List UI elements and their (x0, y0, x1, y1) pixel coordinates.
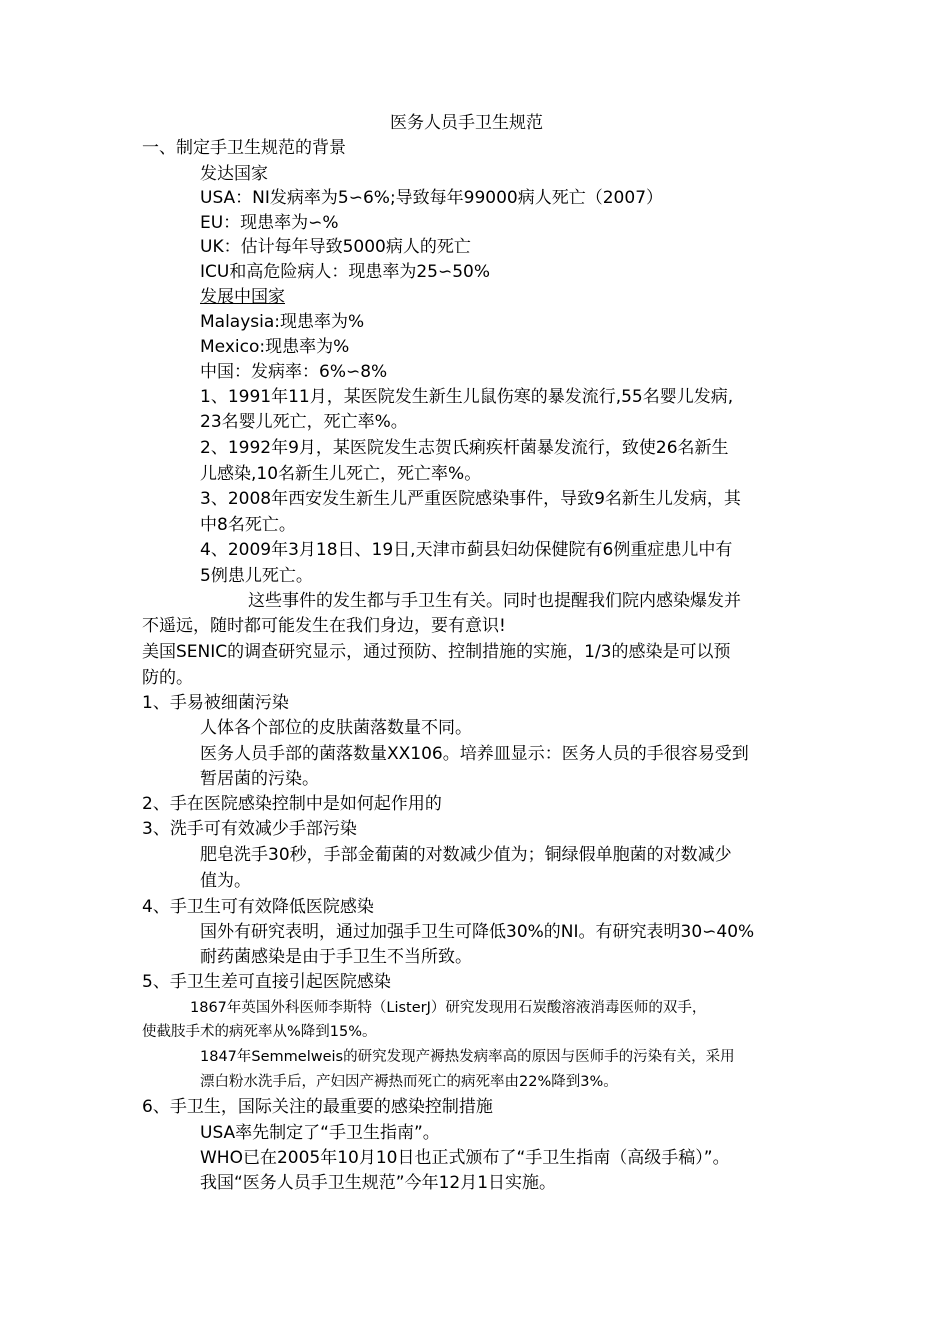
section-item: 5、手卫生差可直接引起医院感染 (142, 972, 391, 992)
text-line: 中8名死亡。 (200, 515, 296, 535)
text-line: 肥皂洗手30秒，手部金葡菌的对数减少值为；铜绿假单胞菌的对数减少 (200, 845, 732, 865)
text-line: 值为。 (200, 871, 251, 891)
section-heading: 一、制定手卫生规范的背景 (142, 138, 346, 158)
section-item: 2、手在医院感染控制中是如何起作用的 (142, 794, 442, 814)
text-line: 4、2009年3月18日、19日,天津市蓟县妇幼保健院有6例重症患儿中有 (200, 540, 733, 560)
text-line: Mexico:现患率为% (200, 337, 350, 357)
text-line: Malaysia:现患率为% (200, 312, 365, 332)
section-item: 3、洗手可有效减少手部污染 (142, 819, 357, 839)
text-line: 国外有研究表明，通过加强手卫生可降低30%的NI。有研究表明30∽40% (200, 922, 755, 942)
subheading-developed: 发达国家 (200, 164, 268, 184)
text-line: 中国：发病率：6%∽8% (200, 362, 388, 382)
text-line: 防的。 (142, 668, 193, 688)
text-line: 2、1992年9月，某医院发生志贺氏痢疾杆菌暴发流行，致使26名新生 (200, 438, 729, 458)
text-line: 美国SENIC的调查研究显示，通过预防、控制措施的实施，1/3的感染是可以预 (142, 642, 731, 662)
text-line: 1、1991年11月，某医院发生新生儿鼠伤寒的暴发流行,55名婴儿发病, (200, 387, 734, 407)
text-line: 使截肢手术的病死率从%降到15%。 (142, 1024, 377, 1040)
document-title: 医务人员手卫生规范 (390, 113, 543, 133)
text-line: ICU和高危险病人：现患率为25∽50% (200, 262, 490, 282)
text-line: 1867年英国外科医师李斯特（ListerJ）研究发现用石炭酸溶液消毒医师的双手， (190, 1000, 707, 1016)
text-line: 23名婴儿死亡，死亡率%。 (200, 412, 408, 432)
text-line: WHO已在2005年10月10日也正式颁布了“手卫生指南（高级手稿）”。 (200, 1148, 730, 1168)
text-line: 这些事件的发生都与手卫生有关。同时也提醒我们院内感染爆发并 (248, 591, 741, 611)
text-line: 暂居菌的污染。 (200, 769, 319, 789)
text-line: 1847年Semmelweis的研究发现产褥热发病率高的原因与医师手的污染有关，采用 (200, 1049, 735, 1065)
section-item: 6、手卫生，国际关注的最重要的感染控制措施 (142, 1097, 493, 1117)
subheading-developing: 发展中国家 (200, 287, 285, 307)
text-line: 我国“医务人员手卫生规范”今年12月1日实施。 (200, 1173, 557, 1193)
text-line: UK：估计每年导致5000病人的死亡 (200, 237, 471, 257)
text-line: USA：NI发病率为5∽6%;导致每年99000病人死亡（2007） (200, 188, 664, 208)
text-line: USA率先制定了“手卫生指南”。 (200, 1123, 440, 1143)
section-item: 4、手卫生可有效降低医院感染 (142, 897, 374, 917)
text-line: 儿感染,10名新生儿死亡，死亡率%。 (200, 464, 482, 484)
text-line: 耐药菌感染是由于手卫生不当所致。 (200, 947, 472, 967)
text-line: 人体各个部位的皮肤菌落数量不同。 (200, 718, 472, 738)
text-line: 不遥远，随时都可能发生在我们身边，要有意识! (142, 616, 506, 636)
text-line: 漂白粉水洗手后，产妇因产褥热而死亡的病死率由22%降到3%。 (200, 1074, 618, 1090)
text-line: 5例患儿死亡。 (200, 566, 313, 586)
text-line: 医务人员手部的菌落数量XX106。培养皿显示：医务人员的手很容易受到 (200, 744, 749, 764)
section-item: 1、手易被细菌污染 (142, 693, 289, 713)
text-line: EU：现患率为∽% (200, 213, 339, 233)
text-line: 3、2008年西安发生新生儿严重医院感染事件，导致9名新生儿发病，其 (200, 489, 741, 509)
